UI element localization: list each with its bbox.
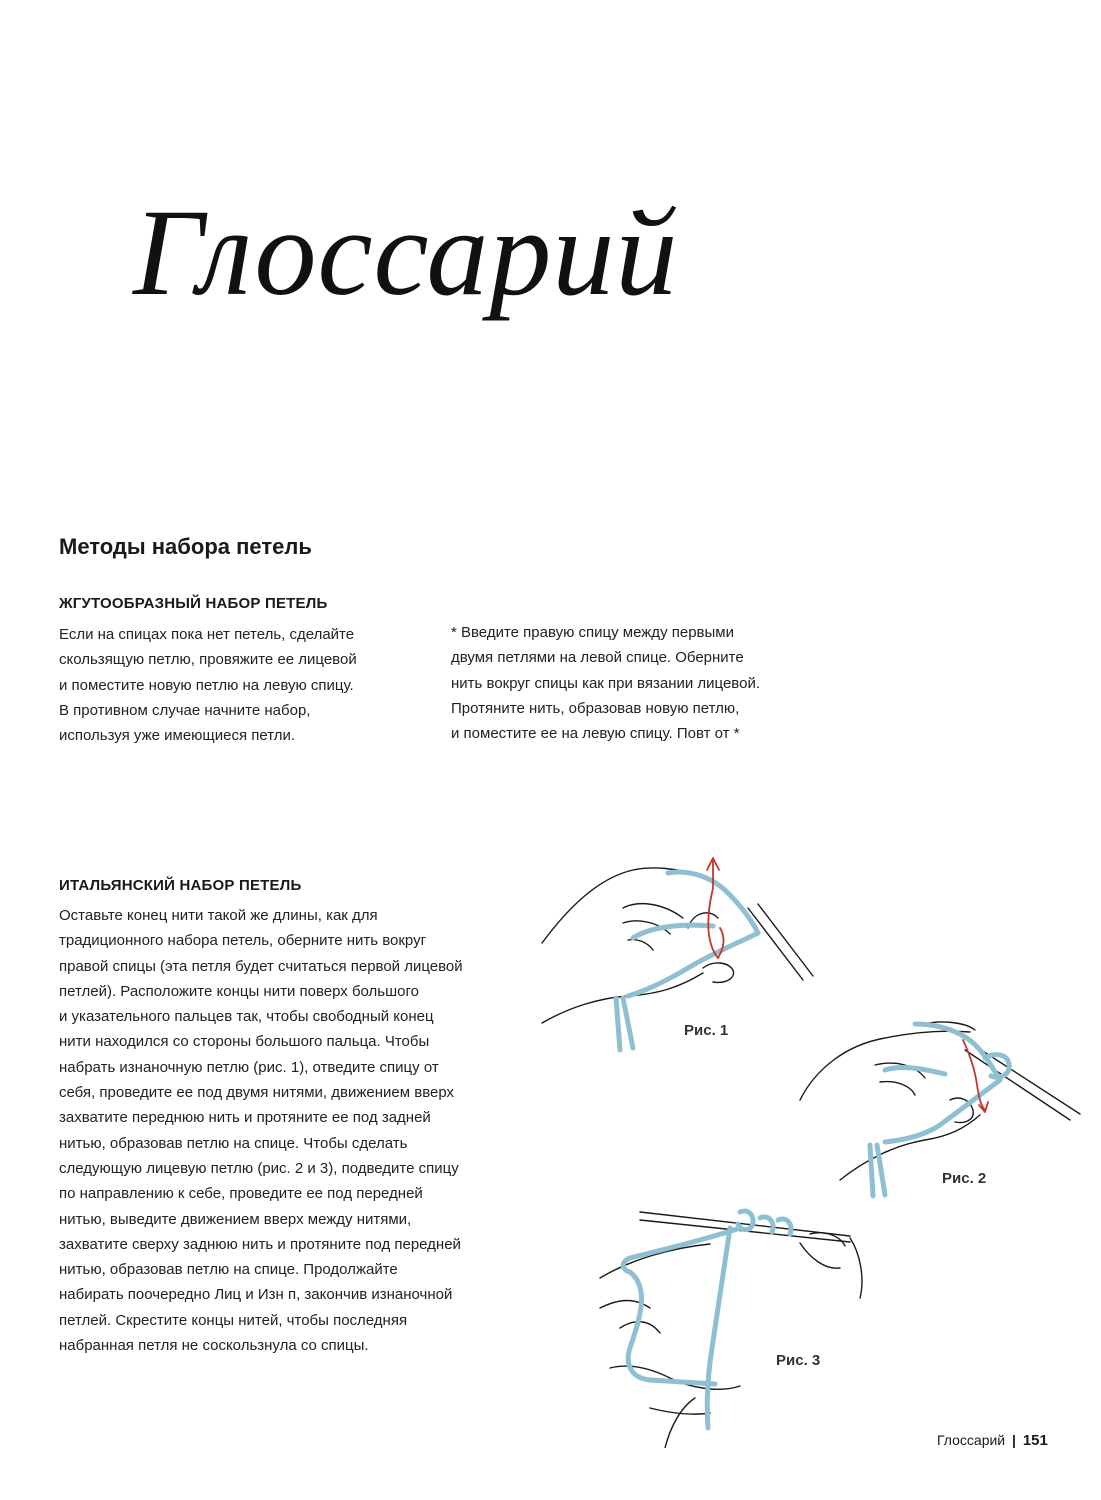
text-line: захватите сверху заднюю нить и протяните под передней bbox=[59, 1235, 461, 1253]
footer-section-name: Глоссарий bbox=[937, 1432, 1006, 1448]
cable-cast-on-text-left bbox=[59, 622, 357, 748]
page-footer bbox=[937, 1432, 1048, 1449]
text-line: и указательного пальцев так, чтобы свободный конец bbox=[59, 1008, 434, 1026]
text-line: петлей). Расположите концы нити поверх большого bbox=[59, 982, 419, 1000]
italian-cast-on-text bbox=[59, 903, 463, 1358]
text-line: правой спицы (эта петля будет считаться первой лицевой bbox=[59, 957, 463, 975]
text-line: В противном случае начните набор, bbox=[59, 701, 311, 719]
italian-cast-on-heading: ИТАЛЬЯНСКИЙ НАБОР ПЕТЕЛЬ bbox=[59, 877, 302, 894]
figure-2-label: Рис. 2 bbox=[942, 1170, 987, 1187]
page-number: 151 bbox=[1022, 1432, 1048, 1449]
text-line: нитью, образовав петлю на спице. Чтобы сделать bbox=[59, 1134, 408, 1152]
text-line: по направлению к себе, проведите ее под передней bbox=[59, 1185, 423, 1203]
text-line: Если на спицах пока нет петель, сделайте bbox=[59, 626, 355, 643]
text-line: скользящую петлю, провяжите ее лицевой bbox=[59, 651, 357, 669]
text-line: себя, проведите ее под двумя нитями, движением вверх bbox=[59, 1084, 455, 1102]
text-line: традиционного набора петель, оберните нить вокруг bbox=[59, 932, 427, 950]
hand-needle-yarn-illustration bbox=[538, 848, 820, 1060]
section-title: Методы набора петель bbox=[59, 534, 312, 559]
figure-3-illustration bbox=[590, 1198, 880, 1448]
cable-cast-on-text-right bbox=[451, 620, 760, 746]
text-line: * Введите правую спицу между первыми bbox=[451, 624, 734, 641]
text-line: Оставьте конец нити такой же длины, как для bbox=[59, 907, 378, 924]
hand-needle-yarn-illustration bbox=[590, 1198, 880, 1448]
text-line: Протяните нить, образовав новую петлю, bbox=[451, 699, 740, 717]
figure-3-label: Рис. 3 bbox=[776, 1352, 821, 1369]
text-line: и поместите ее на левую спицу. Повт от * bbox=[451, 725, 740, 743]
footer-separator: | bbox=[1012, 1432, 1016, 1448]
text-line: двумя петлями на левой спице. Оберните bbox=[451, 649, 744, 667]
text-line: захватите переднюю нить и протяните ее под задней bbox=[59, 1109, 431, 1127]
text-line: нитью, выведите движением вверх между нитями, bbox=[59, 1210, 412, 1228]
figure-1-label: Рис. 1 bbox=[684, 1022, 729, 1039]
text-line: используя уже имеющиеся петли. bbox=[59, 727, 296, 745]
page-title: Глоссарий bbox=[133, 184, 679, 321]
hand-needle-yarn-illustration bbox=[795, 1010, 1085, 1200]
text-line: нить вокруг спицы как при вязании лицевой. bbox=[451, 674, 760, 692]
text-line: набрать изнаночную петлю (рис. 1), отведите спицу от bbox=[59, 1058, 439, 1076]
text-line: нити находился со стороны большого пальца. Чтобы bbox=[59, 1033, 430, 1051]
text-line: набранная петля не соскользнула со спицы. bbox=[59, 1337, 369, 1355]
text-line: петлей. Скрестите концы нитей, чтобы последняя bbox=[59, 1311, 408, 1329]
text-line: и поместите новую петлю на левую спицу. bbox=[59, 676, 354, 694]
cable-cast-on-heading: ЖГУТООБРАЗНЫЙ НАБОР ПЕТЕЛЬ bbox=[59, 595, 328, 612]
figure-2-illustration bbox=[795, 1010, 1085, 1200]
figure-1-illustration bbox=[538, 848, 820, 1060]
text-line: нитью, образовав петлю на спице. Продолжайте bbox=[59, 1261, 398, 1279]
text-line: набирать поочередно Лиц и Изн п, закончив изнаночной bbox=[59, 1286, 453, 1304]
text-line: следующую лицевую петлю (рис. 2 и 3), подведите спицу bbox=[59, 1159, 459, 1177]
